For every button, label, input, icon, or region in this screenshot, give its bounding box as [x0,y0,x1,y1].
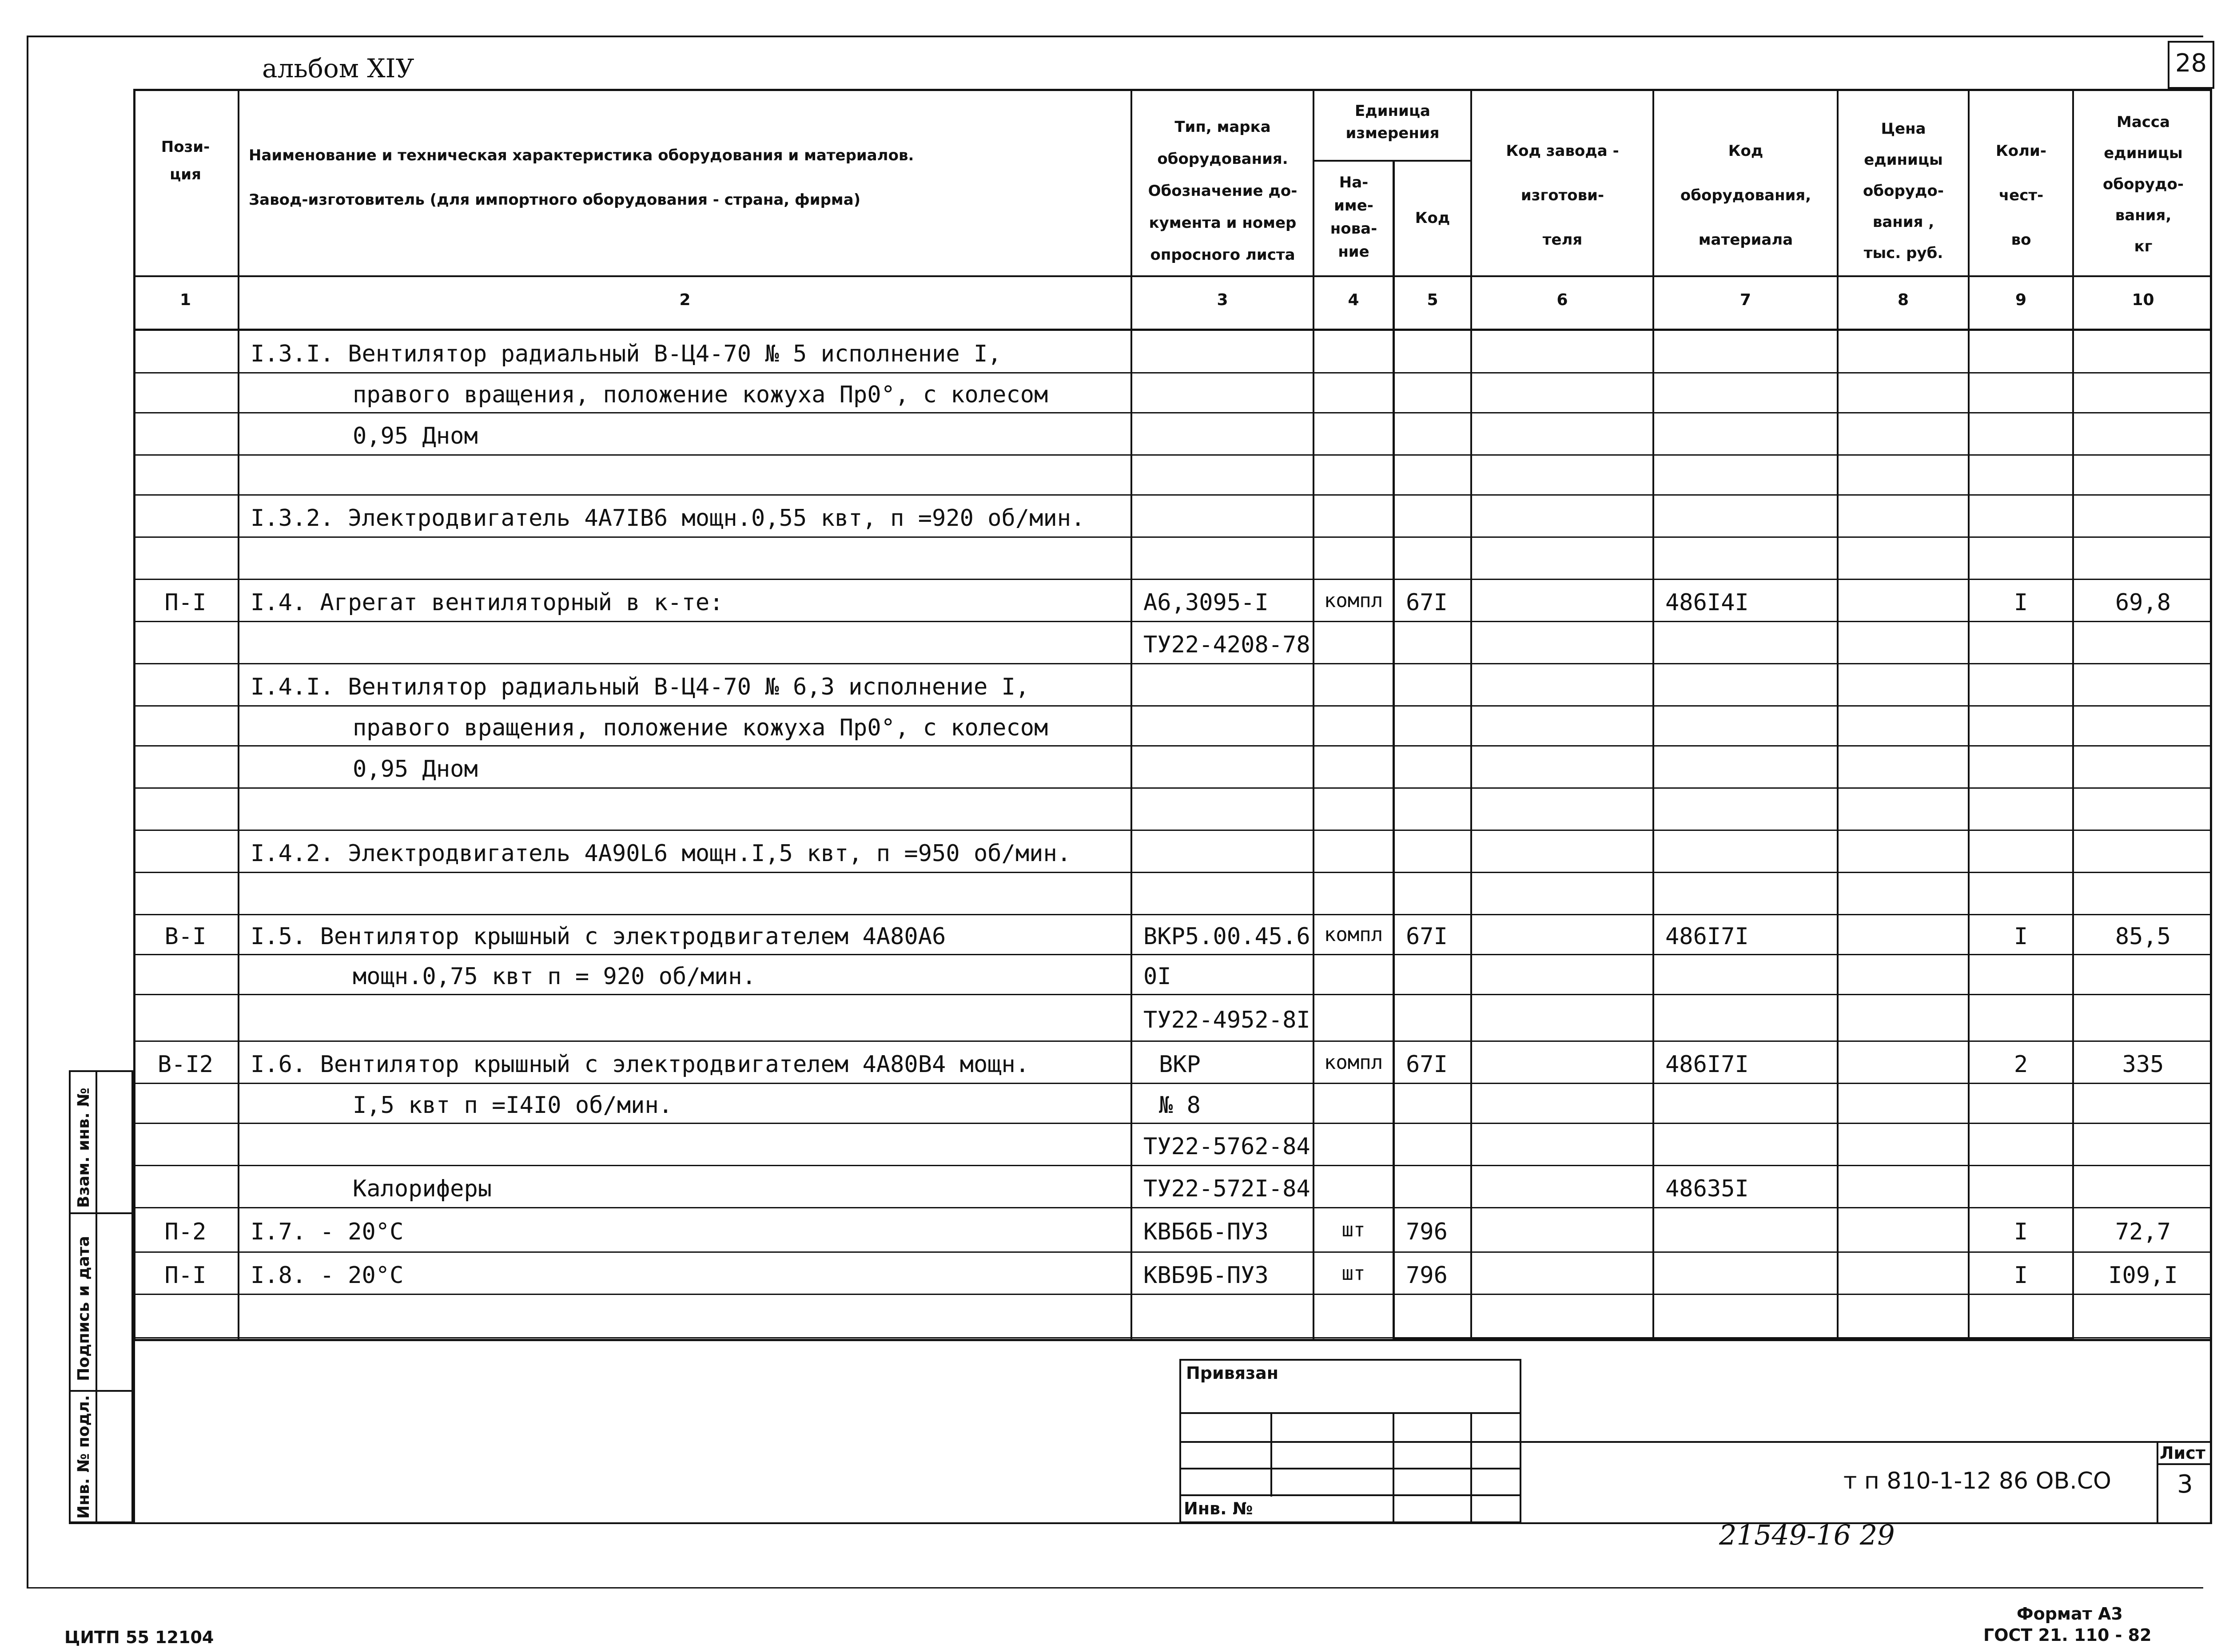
cell-position: В-I2 [157,1051,214,1078]
gost-label: ГОСТ 21. 110 - 82 [1983,1625,2152,1645]
cell-name: I.5. Вентилятор крышный с электродвигателем 4А80А6 [251,923,946,950]
page-number: 28 [2175,49,2207,78]
cell-unit-code: 796 [1406,1219,1448,1245]
cell-position: П-2 [164,1219,207,1245]
document-code: т п 810-1-12 86 ОВ.СО [1843,1468,2111,1494]
cell-position: В-I [164,923,207,950]
sheet-number: 3 [2177,1470,2193,1499]
cell-equipment-code: 48635I [1665,1175,1749,1202]
column-number: 6 [1556,291,1568,309]
side-label-inventory: Инв. № подл. [75,1395,93,1519]
cell-quantity: I [2014,923,2028,950]
cell-unit: компл [1324,1051,1383,1074]
cell-name: I.8. - 20°С [251,1262,404,1289]
side-label-signature: Подпись и дата [75,1236,93,1381]
cell-quantity: I [2014,589,2028,616]
header-quantity: Коли- чест- во [1996,142,2046,249]
sheet-label: Лист [2160,1443,2205,1463]
header-mass: Масса единицы оборудо- вания, кг [2103,113,2184,255]
column-number: 8 [1897,291,1909,309]
side-label-replacement: Взам. инв. № [75,1088,93,1208]
header-position: Пози- ция [161,138,210,183]
cell-unit: шт [1341,1219,1365,1241]
cell-mass: 85,5 [2115,923,2171,950]
cell-name: I.4.2. Электродвигатель 4А90L6 мощн.I,5 квт, п =950 об/мин. [251,840,1071,867]
cell-type: № 8 [1159,1092,1201,1119]
cell-type: ТУ22-4208-78 [1143,631,1310,658]
cell-unit: компл [1324,589,1383,612]
cell-type: ВКР [1159,1051,1201,1078]
cell-position: П-I [164,1262,207,1289]
header-unit-name: На- име- нова- ние [1330,174,1377,261]
column-number: 5 [1427,291,1438,309]
cell-type: ТУ22-4952-8I [1143,1006,1310,1033]
column-number: 3 [1217,291,1228,309]
header-price: Цена единицы оборудо- вания , тыс. руб. [1863,120,1944,262]
cell-type: КВБ6Б-ПУЗ [1143,1219,1269,1245]
column-number: 9 [2015,291,2027,309]
header-factory-code: Код завода - изготови- теля [1506,142,1619,249]
cell-name: 0,95 Дном [353,422,478,449]
cell-mass: 335 [2122,1051,2164,1078]
cell-name: правого вращения, положение кожуха Пр0°, с колесом [353,381,1048,408]
header-equipment-code: Код оборудования, материала [1680,142,1811,249]
inventory-number-label: Инв. № [1184,1499,1253,1518]
header-unit-code: Код [1415,209,1450,227]
cell-equipment-code: 486I7I [1665,923,1749,950]
cell-mass: I09,I [2108,1262,2178,1289]
cell-name: I.7. - 20°С [251,1219,404,1245]
cell-unit-code: 67I [1406,1051,1448,1078]
cell-name: 0,95 Дном [353,755,478,782]
cell-unit-code: 796 [1406,1262,1448,1289]
column-number: 4 [1348,291,1359,309]
cell-equipment-code: 486I7I [1665,1051,1749,1078]
cell-type: 0I [1143,963,1171,990]
cell-name: правого вращения, положение кожуха Пр0°, с колесом [353,715,1048,741]
cell-name: I.4. Агрегат вентиляторный в к-те: [251,589,724,616]
format-label: Формат А3 [2017,1604,2123,1624]
cell-type: ВКР5.00.45.6 [1143,923,1310,950]
cell-unit-code: 67I [1406,923,1448,950]
cell-name: I.6. Вентилятор крышный с электродвигателем 4А80В4 мощн. [251,1051,1030,1078]
handwritten-number: 21549-16 29 [1719,1519,1895,1551]
cell-name: I.4.I. Вентилятор радиальный В-Ц4-70 № 6,3 исполнение I, [251,673,1030,700]
header-unit: Единица измерения [1345,102,1440,142]
album-label: альбом XIУ [262,53,414,83]
column-number: 10 [2132,291,2154,309]
cell-equipment-code: 486I4I [1665,589,1749,616]
cell-mass: 72,7 [2115,1219,2171,1245]
binding-label: Привязан [1186,1363,1279,1383]
column-number: 7 [1739,291,1751,309]
cell-type: А6,3095-I [1143,589,1269,616]
cell-name: мощн.0,75 квт п = 920 об/мин. [353,963,756,990]
header-name: Наименование и техническая характеристика оборудования и материалов. Завод-изготовитель (для импортного оборудования - страна, фирма) [249,147,914,209]
header-type: Тип, марка оборудования. Обозначение до- кумента и номер опросного листа [1148,118,1298,264]
cell-type: ТУ22-572I-84 [1143,1175,1310,1202]
cell-unit: компл [1324,923,1383,946]
cell-name: Калориферы [353,1175,492,1202]
column-number: 1 [179,291,191,309]
cell-name: I,5 квт п =I4I0 об/мин. [353,1092,673,1119]
cell-type: КВБ9Б-ПУЗ [1143,1262,1269,1289]
cell-quantity: 2 [2014,1051,2028,1078]
cell-position: П-I [164,589,207,616]
cell-name: I.3.2. Электродвигатель 4А7IВ6 мощн.0,55 квт, п =920 об/мин. [251,504,1085,532]
cell-unit-code: 67I [1406,589,1448,616]
cell-quantity: I [2014,1219,2028,1245]
cell-quantity: I [2014,1262,2028,1289]
cell-unit: шт [1341,1262,1365,1285]
cell-mass: 69,8 [2115,589,2171,616]
cell-name: I.3.I. Вентилятор радиальный В-Ц4-70 № 5 исполнение I, [251,340,1002,367]
column-number: 2 [679,291,691,309]
cell-type: ТУ22-5762-84 [1143,1133,1310,1160]
printer-label: ЦИТП 55 12104 [64,1628,214,1647]
